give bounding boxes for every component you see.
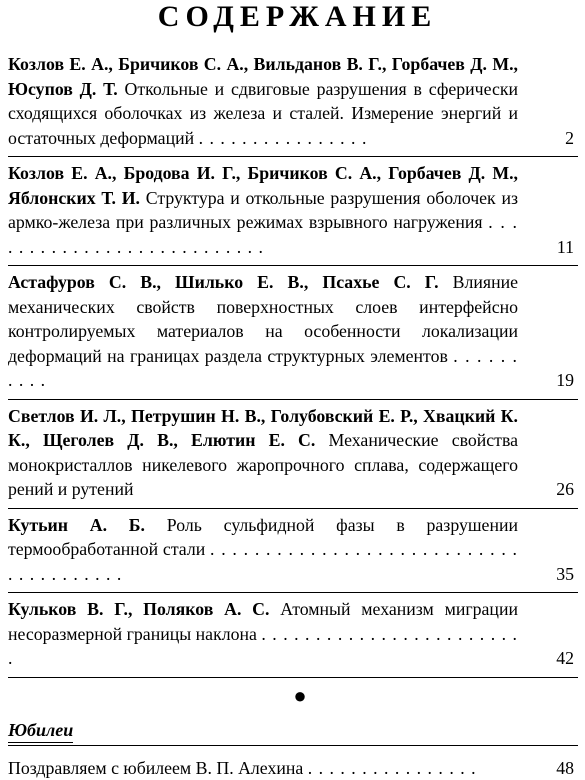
entry-page: 26 <box>556 477 574 502</box>
entry-page: 19 <box>556 368 574 393</box>
entry-authors: Астафуров С. В., Шилько Е. В., Псахье С. Г. <box>8 272 439 292</box>
entry-title: Структура и откольные разрушения оболочек из армко-железа при различных режимах взрывного нагружения <box>8 188 518 233</box>
entry-title: Поздравляем с юбилеем В. П. Алехина <box>8 758 303 778</box>
toc-entry[interactable] <box>8 513 578 594</box>
entry-authors: Кутьин А. Б. <box>8 515 145 535</box>
toc-entry[interactable] <box>8 404 578 509</box>
leader-dots: . . . . . . . . . . <box>8 346 518 391</box>
entry-authors: Козлов Е. А., Бричиков С. А., Вильданов В. Г., Горбачев Д. М., Юсупов Д. Т. <box>8 54 518 99</box>
section-divider-bullet: ● <box>8 684 578 708</box>
leader-dots: . . . . . . . . . . . . . . . . <box>308 758 477 778</box>
leader-dots: . . . . . . . . . . . . . . . . . . . . . . . . . . . <box>8 212 518 257</box>
leader-dots: . . . . . . . . . . . . . . . . . . . . . . . . . <box>8 624 518 669</box>
entry-page: 42 <box>556 646 574 671</box>
entry-page: 48 <box>556 756 574 780</box>
entry-page: 2 <box>565 126 574 151</box>
entry-page: 11 <box>557 235 574 260</box>
toc-entry[interactable] <box>8 756 578 780</box>
leader-dots: . . . . . . . . . . . . . . . . . . . . . . . . . . . . . . . . . . . . . . . <box>8 539 518 584</box>
entry-page: 35 <box>556 562 574 587</box>
entry-title: Влияние механических свойств поверхностных слоев интерфейсно контролируемых материалов на особенности локализации деформаций на границах раздела структурных элементов <box>8 272 518 366</box>
toc-entry[interactable] <box>8 161 578 266</box>
entry-title: Атомный механизм миграции несоразмерной границы наклона <box>8 599 518 644</box>
entry-authors: Кульков В. Г., Поляков А. С. <box>8 599 269 619</box>
entry-title: Механические свойства монокристаллов никелевого жаропрочного сплава, содержащего рений и рутений <box>8 430 518 499</box>
entry-authors: Светлов И. Л., Петрушин Н. В., Голубовский Е. Р., Хвацкий К. К., Щеголев Д. В., Елютин Е. С. <box>8 406 518 451</box>
leader-dots: . . . . . . . . . . . . . . . . <box>199 128 368 148</box>
section-heading: Юбилеи <box>8 718 73 743</box>
page-title: СОДЕРЖАНИЕ <box>0 0 585 34</box>
entry-title: Откольные и сдвиговые разрушения в сферически сходящихся оболочках из железа и сталей. Измерение энергий и остаточных деформаций <box>8 79 518 148</box>
toc-entry[interactable] <box>8 270 578 400</box>
toc-entry[interactable] <box>8 597 578 678</box>
entry-authors: Козлов Е. А., Бродова И. Г., Бричиков С. А., Горбачев Д. М., Яблонских Т. И. <box>8 163 518 208</box>
entry-title: Роль сульфидной фазы в разрушении термообработанной стали <box>8 515 518 560</box>
toc-entry[interactable] <box>8 52 578 157</box>
section-rule <box>8 745 578 746</box>
table-of-contents <box>8 52 578 780</box>
